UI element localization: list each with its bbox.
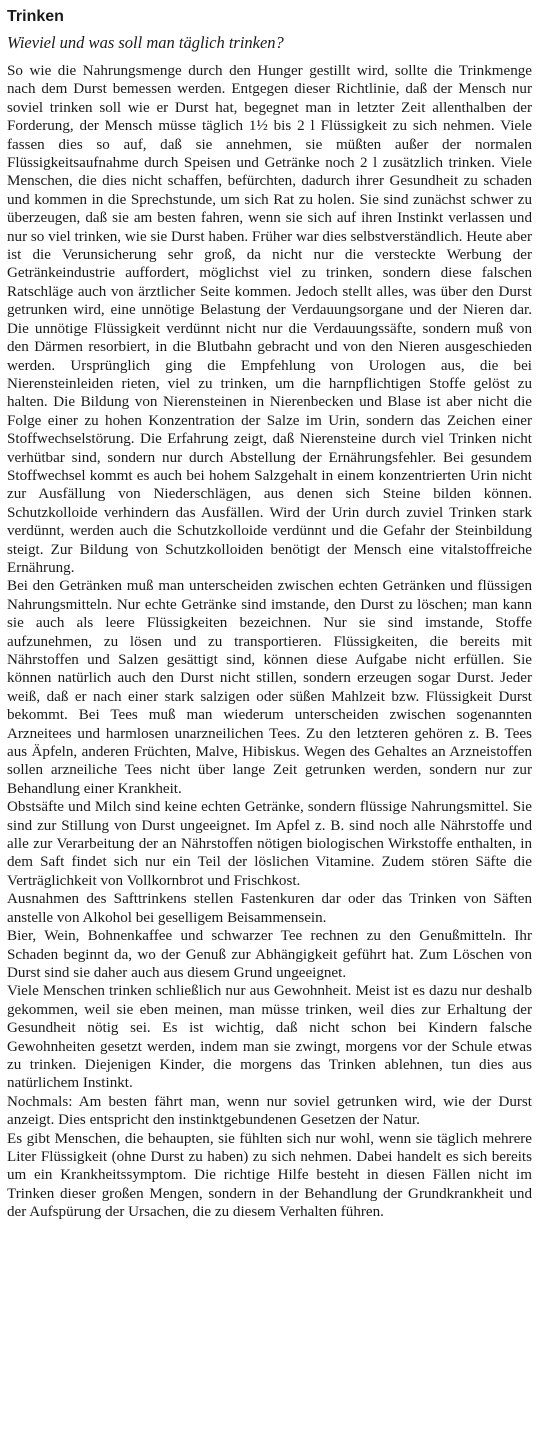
paragraph: Nochmals: Am besten fährt man, wenn nur soviel getrunken wird, wie der Durst anzeigt. Dies entspricht den instinktgebundenen Gesetzen der Natur.	[7, 1093, 532, 1129]
body-text	[7, 62, 532, 1222]
paragraph: So wie die Nahrungsmenge durch den Hunger gestillt wird, sollte die Trinkmenge nach dem Durst bemessen werden. Entgegen dieser Richtlinie, daß der Mensch nur soviel trinken soll wie er Durst hat, begegnet man in letzter Zeit allenthalben der Forderung, der Mensch müsse täglich 1½ bis 2 l Flüssigkeit zu sich nehmen. Viele fassen dies so auf, daß sie annehmen, sie müßten außer der normalen Flüssigkeitsaufnahme durch Speisen und Getränke noch 2 l zusätzlich trinken. Viele Menschen, die dies nicht schaffen, befürchten, dadurch ihrer Gesundheit zu schaden und kommen in die Sprechstunde, um sich Rat zu holen. Sie sind zunächst schwer zu überzeugen, daß sie am besten fahren, wenn sie sich auf ihren Instinkt verlassen und nur so viel trinken, wie sie Durst haben. Früher war dies selbstverständlich. Heute aber ist die Verunsicherung sehr groß, da nicht nur die versteckte Werbung der Getränkeindustrie auffordert, möglichst viel zu trinken, sondern diese falschen Ratschläge auch von ärztlicher Seite kommen. Jedoch stellt alles, was über den Durst getrunken wird, eine unnötige Belastung der Verdauungsorgane und der Nieren dar. Die unnötige Flüssigkeit verdünnt nicht nur die Verdauungssäfte, sondern muß von den Därmen resorbiert, in die Blutbahn gebracht und von den Nieren ausgeschieden werden. Ursprünglich ging die Empfehlung von Urologen aus, die bei Nierensteinleiden rieten, viel zu trinken, um die harnpflichtigen Stoffe gelöst zu halten. Die Bildung von Nierensteinen in Nierenbecken und Blase ist aber nicht die Folge einer zu hohen Konzentration der Salze im Urin, sondern das Zeichen einer Stoffwechselstörung. Die Erfahrung zeigt, daß Nierensteine durch viel Trinken nicht verhütbar sind, sondern nur durch Abstellung der Ernährungsfehler. Bei gesundem Stoffwechsel kommt es auch bei hohem Salzgehalt in einem konzentrierten Urin nicht zur Ausfällung von Niederschlägen, aus denen sich Steine bilden können. Schutzkolloide verhindern das Ausfällen. Wird der Urin durch zuviel Trinken stark verdünnt, werden auch die Schutzkolloide verdünnt und die Gefahr der Steinbildung steigt. Zur Bildung von Schutzkolloiden benötigt der Mensch eine vitalstoffreiche Ernährung.	[7, 63, 532, 576]
paragraph: Es gibt Menschen, die behaupten, sie fühlten sich nur wohl, wenn sie täglich mehrere Liter Flüssigkeit (ohne Durst zu haben) zu sich nehmen. Dabei handelt es sich bereits um ein Krankheitssymptom. Die richtige Hilfe besteht in diesen Fällen nicht im Trinken dieser großen Mengen, sondern in der Behandlung der Grundkrankheit und der Aufspürung der Ursachen, die zu diesem Verhalten führen.	[7, 1130, 532, 1221]
subtitle: Wieviel und was soll man täglich trinken?	[7, 33, 284, 52]
paragraph: Viele Menschen trinken schließlich nur aus Gewohnheit. Meist ist es dazu nur deshalb gekommen, weil sie eben meinen, man müsse trinken, weil dies zur Erhaltung der Gesundheit nötig sei. Es ist wichtig, daß nicht schon bei Kindern falsche Gewohnheiten gesetzt werden, indem man sie zwingt, morgens vor der Schule etwas zu trinken. Diejenigen Kinder, die morgens das Trinken ablehnen, tun dies aus natürlichem Instinkt.	[7, 983, 532, 1092]
paragraph: Ausnahmen des Safttrinkens stellen Fastenkuren dar oder das Trinken von Säften anstelle von Alkohol bei geselligem Beisammensein.	[7, 891, 532, 926]
paragraph: Obstsäfte und Milch sind keine echten Getränke, sondern flüssige Nahrungsmittel. Sie sind zur Stillung von Durst ungeeignet. Im Apfel z. B. sind noch alle Nährstoffe und alle zur Verarbeitung der an Nährstoffen nötigen biologischen Wirkstoffe enthalten, in dem Saft findet sich nur ein Teil der löslichen Vitamine. Zudem stören Säfte die Verträglichkeit von Vollkornbrot und Frischkost.	[7, 799, 532, 889]
paragraph: Bei den Getränken muß man unterscheiden zwischen echten Getränken und flüssigen Nahrungsmitteln. Nur echte Getränke sind imstande, den Durst zu löschen; man kann sie auch als leere Flüssigkeiten bezeichnen. Nur sie sind imstande, Stoffe aufzunehmen, zu lösen und zu transportieren. Flüssigkeiten, die bereits mit Nährstoffen und Salzen gesättigt sind, können diese Aufgabe nicht erfüllen. Sie können natürlich auch den Durst nicht stillen, sondern erzeugen sogar Durst. Jeder weiß, daß er nach einer stark salzigen oder süßen Mahlzeit bzw. Flüssigkeit Durst bekommt. Bei Tees muß man wiederum unterscheiden zwischen sogenannten Arzneitees und harmlosen unarzneilichen Tees. Zu den letzteren gehören z. B. Tees aus Äpfeln, anderen Früchten, Malve, Hibiskus. Wegen des Gehaltes an Arzneistoffen sollen arzneiliche Tees nicht über lange Zeit getrunken werden, sondern nur zur Behandlung einer Krankheit.	[7, 578, 532, 797]
section-title: Trinken	[7, 8, 64, 25]
paragraph: Bier, Wein, Bohnenkaffee und schwarzer Tee rechnen zu den Genußmitteln. Ihr Schaden beginnt da, wo der Genuß zur Abhängigkeit geführt hat. Zum Löschen von Durst sind sie daher auch aus diesem Grund ungeeignet.	[7, 928, 532, 981]
